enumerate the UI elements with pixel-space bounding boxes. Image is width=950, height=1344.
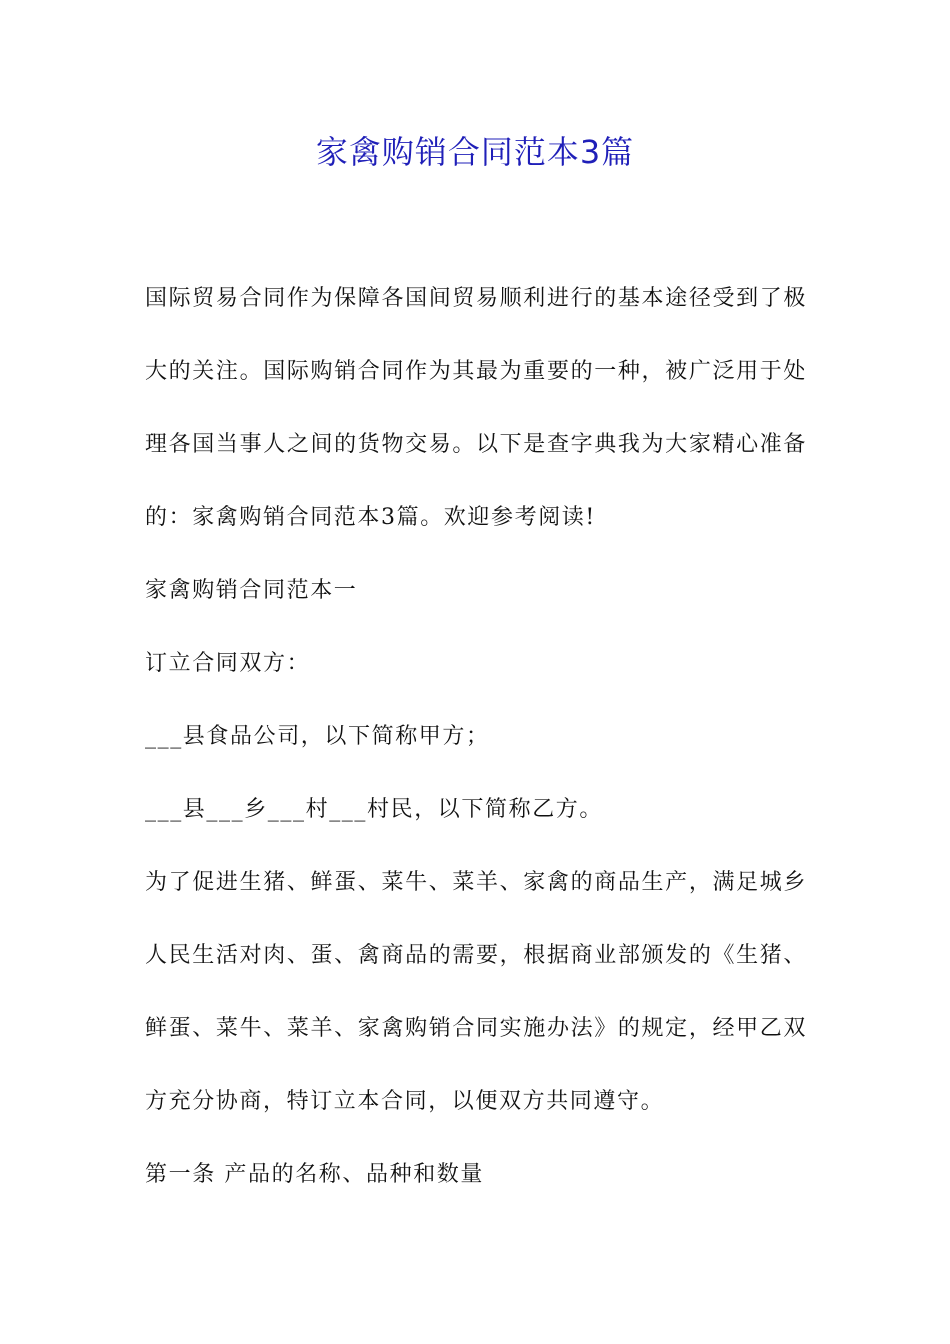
purpose-paragraph: 为了促进生猪、鲜蛋、菜牛、菜羊、家禽的商品生产，满足城乡人民生活对肉、蛋、禽商品的需要，根据商业部颁发的《生猪、鲜蛋、菜牛、菜羊、家禽购销合同实施办法》的规定，经甲乙双方充分协商，特订立本合同，以便双方共同遵守。 xyxy=(145,870,807,1114)
article-one-heading: 第一条 产品的名称、品种和数量 xyxy=(145,1162,484,1187)
parties-label: 订立合同双方： xyxy=(145,651,311,676)
section-heading: 家禽购销合同范本一 xyxy=(145,578,358,603)
party-b-line: ___县___乡___村___村民，以下简称乙方。 xyxy=(145,797,604,822)
intro-paragraph: 国际贸易合同作为保障各国间贸易顺利进行的基本途径受到了极大的关注。国际购销合同作为其最为重要的一种，被广泛用于处理各国当事人之间的货物交易。以下是查字典我为大家精心准备的：家禽购销合同范本3篇。欢迎参考阅读! xyxy=(145,286,807,530)
document-body xyxy=(145,262,807,1211)
party-a-line: ___县食品公司，以下简称甲方； xyxy=(145,724,490,749)
document-title: 家禽购销合同范本3篇 xyxy=(315,133,635,171)
